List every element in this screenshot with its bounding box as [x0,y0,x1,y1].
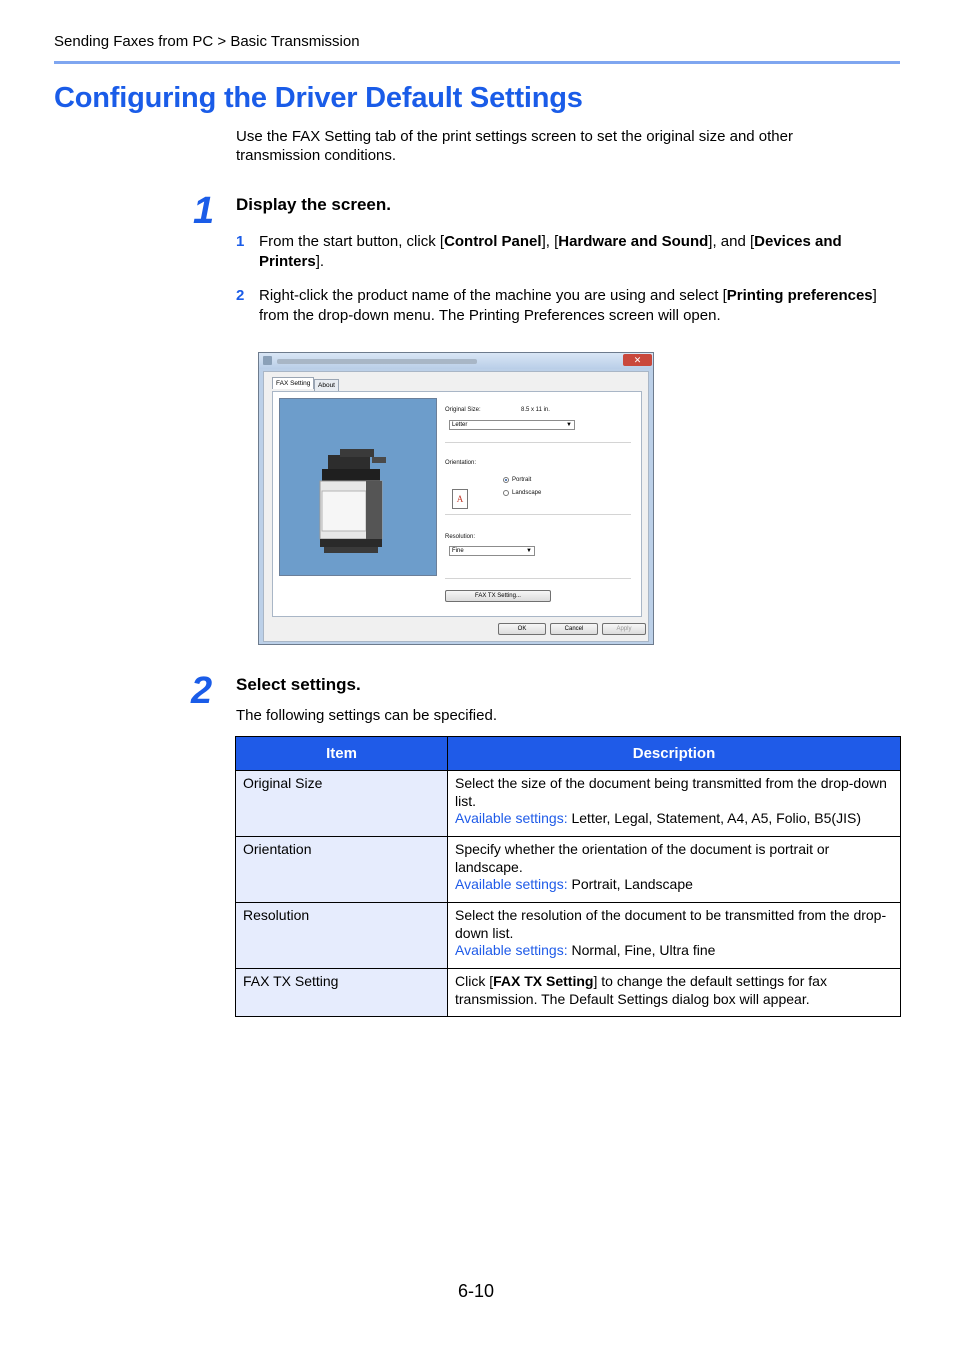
header-divider [54,61,900,64]
substep-number: 1 [236,233,245,250]
printer-illustration-icon [280,399,436,575]
apply-button[interactable]: Apply [602,623,646,635]
dialog-body [263,371,649,642]
item-cell: FAX TX Setting [236,969,448,1017]
fax-tx-setting-button[interactable]: FAX TX Setting... [445,590,551,602]
resolution-label: Resolution: [445,534,476,540]
step-title: Select settings. [236,675,361,694]
tab-fax-setting[interactable]: FAX Setting [272,377,314,389]
substep-text: From the start button, click [Control Panel], [Hardware and Sound], and [Devices and Printers]. [259,233,842,270]
table-row [236,837,901,903]
available-settings-label: Available settings: [455,810,568,826]
step-title: Display the screen. [236,195,391,214]
resolution-select[interactable]: Fine ▼ [449,546,535,556]
printing-preferences-screenshot [258,352,654,645]
available-settings-label: Available settings: [455,876,568,892]
item-cell: Orientation [236,837,448,903]
substep-number: 2 [236,287,245,304]
table-header-row [236,737,901,771]
tab-about[interactable]: About [314,379,339,392]
portrait-label: Portrait [512,477,532,483]
dropdown-arrow-icon: ▼ [566,422,572,428]
step-description: The following settings can be specified. [236,707,497,724]
dialog-title-blurred [277,359,477,364]
ok-button[interactable]: OK [498,623,546,635]
available-settings-label: Available settings: [455,942,568,958]
printer-icon [263,356,272,365]
page-title: Configuring the Driver Default Settings [54,82,583,114]
dialog-titlebar [259,353,653,369]
table-row [236,903,901,969]
item-cell: Original Size [236,771,448,837]
orientation-preview-icon: A [452,489,468,509]
portrait-radio[interactable] [503,477,509,483]
settings-table [235,736,901,1017]
substep [236,286,886,325]
fax-setting-panel [272,391,642,617]
original-size-value: 8.5 x 11 in. [521,407,550,413]
substep-text: Right-click the product name of the machine you are using and select [Printing preferences] from the drop-down menu. The Printing Preferences screen will open. [259,287,877,324]
divider [445,578,631,579]
printer-preview [279,398,437,576]
substep [236,232,886,271]
step-number: 1 [193,190,215,232]
step-number: 2 [191,670,213,712]
orientation-label: Orientation: [445,460,477,466]
close-icon[interactable]: ✕ [623,354,652,366]
landscape-label: Landscape [512,490,542,496]
intro-paragraph: Use the FAX Setting tab of the print settings screen to set the original size and other transmission conditions. [236,128,793,164]
original-size-select[interactable]: Letter ▼ [449,420,575,430]
description-cell: Specify whether the orientation of the document is portrait or landscape. Available settings: Portrait, Landscape [448,837,901,903]
table-row [236,969,901,1017]
landscape-radio[interactable] [503,490,509,496]
description-cell: Select the resolution of the document to be transmitted from the drop-down list. Available settings: Normal, Fine, Ultra fine [448,903,901,969]
divider [445,514,631,515]
item-cell: Resolution [236,903,448,969]
description-cell: Click [FAX TX Setting] to change the default settings for fax transmission. The Default Settings dialog box will appear. [448,969,901,1017]
column-header-description: Description [448,737,901,771]
cancel-button[interactable]: Cancel [550,623,598,635]
column-header-item: Item [236,737,448,771]
breadcrumb: Sending Faxes from PC > Basic Transmission [54,33,360,50]
dropdown-arrow-icon: ▼ [526,548,532,554]
description-cell: Select the size of the document being transmitted from the drop-down list. Available settings: Letter, Legal, Statement, A4, A5, Folio, B5(JIS) [448,771,901,837]
original-size-label: Original Size: [445,407,481,413]
divider [445,442,631,443]
page-number: 6-10 [458,1281,495,1301]
table-row [236,771,901,837]
